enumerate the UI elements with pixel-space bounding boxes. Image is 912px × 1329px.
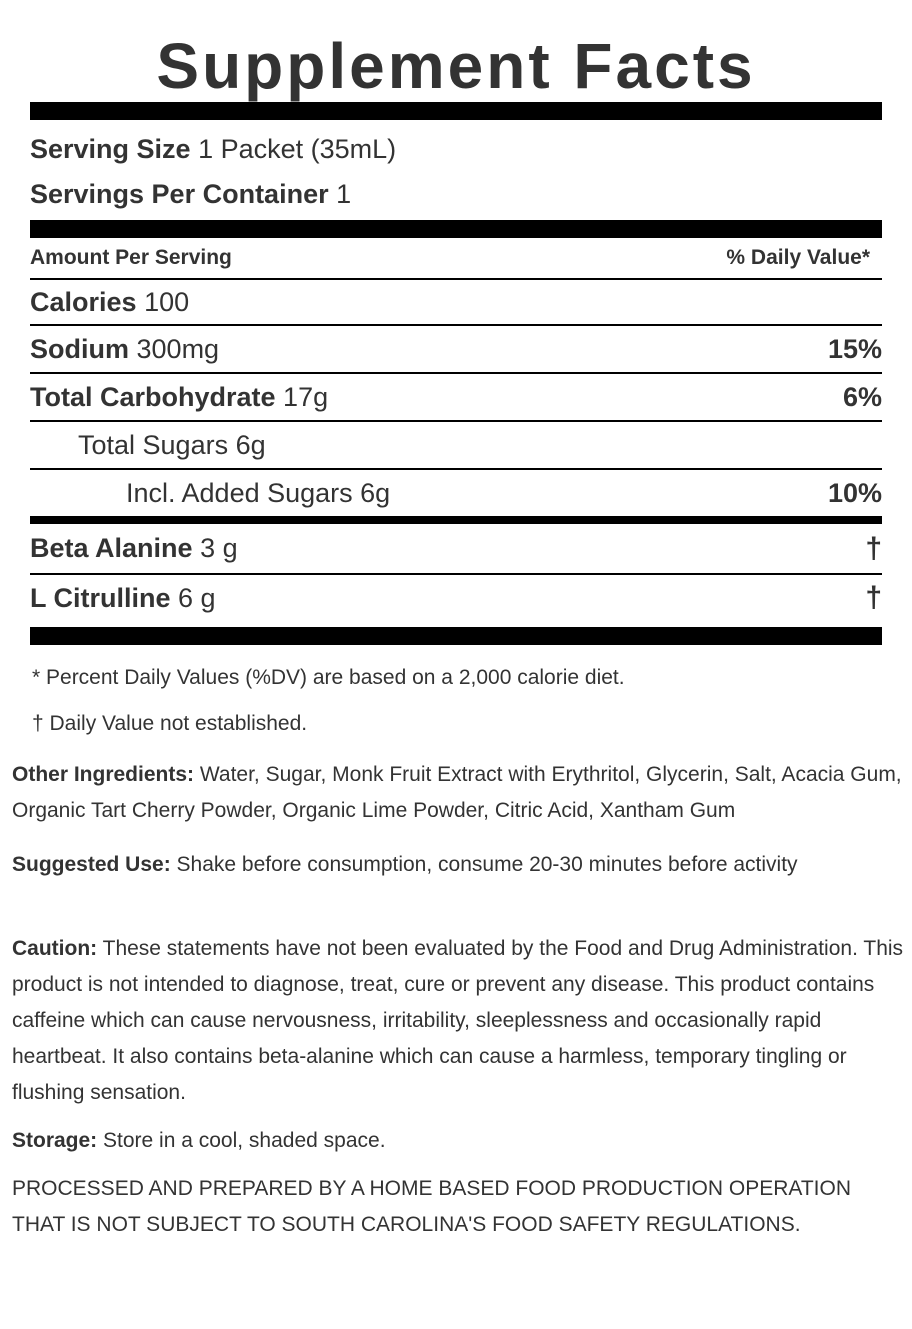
daily-value-footnote: * Percent Daily Values (%DV) are based on a 2,000 calorie diet.: [32, 666, 625, 689]
product-notes: [12, 757, 907, 1243]
nutrient-l-citrulline: [30, 583, 216, 614]
nutrient-calories: [30, 287, 189, 318]
thick-divider: [30, 627, 882, 645]
other-ingredients-text: Water, Sugar, Monk Fruit Extract with Erythritol, Glycerin, Salt, Acacia Gum, Organic Tart Cherry Powder, Organic Lime Powder, Citric Acid, Xantham Gum: [12, 763, 902, 822]
caution-label: Caution:: [12, 937, 98, 960]
nutrient-row-sodium: [30, 326, 882, 374]
thick-divider: [30, 102, 882, 120]
nutrient-carbohydrate: [30, 382, 328, 413]
servings-per-container-label: Servings Per Container: [30, 179, 329, 209]
nutrient-total-sugars: Total Sugars 6g: [78, 429, 266, 460]
nutrient-label: Total Carbohydrate: [30, 381, 276, 412]
suggested-use-text: Shake before consumption, consume 20-30 minutes before activity: [170, 853, 798, 876]
daily-value-percent: 6%: [842, 381, 882, 412]
daily-value-header: % Daily Value*: [726, 246, 870, 269]
suggested-use: [12, 847, 907, 883]
nutrient-label: L Citrulline: [30, 582, 171, 613]
caution-statement: [12, 931, 907, 1111]
nutrient-row-carbohydrate: [30, 374, 882, 422]
nutrient-label: Sodium: [30, 333, 129, 364]
daily-value-percent: 15%: [827, 333, 882, 364]
serving-info: [30, 120, 882, 220]
nutrient-sodium: [30, 334, 219, 365]
amount-header-row: [30, 238, 882, 280]
nutrient-amount: 3 g: [200, 533, 238, 563]
storage-text: Store in a cool, shaded space.: [97, 1129, 386, 1152]
panel-title: Supplement Facts: [156, 30, 756, 102]
nutrient-row-added-sugars: [30, 470, 882, 516]
daily-value-percent: 10%: [827, 477, 882, 508]
processing-disclaimer: PROCESSED AND PREPARED BY A HOME BASED FOOD PRODUCTION OPERATION THAT IS NOT SUBJECT TO SOUTH CAROLINA'S FOOD SAFETY REGULATIONS.: [12, 1177, 851, 1236]
nutrient-amount: 6 g: [178, 582, 216, 613]
storage-instructions: [12, 1123, 907, 1159]
dagger-footnote: † Daily Value not established.: [32, 712, 308, 735]
nutrient-row-l-citrulline: [30, 575, 882, 621]
serving-size-line: [30, 130, 882, 175]
nutrient-label: Beta Alanine: [30, 533, 193, 563]
amount-per-serving-label: Amount Per Serving: [30, 246, 232, 269]
other-ingredients-label: Other Ingredients:: [12, 763, 195, 786]
nutrient-beta-alanine: [30, 533, 238, 564]
medium-divider: [30, 516, 882, 524]
serving-size-value: 1 Packet (35mL): [198, 134, 397, 164]
dagger-symbol: †: [865, 531, 882, 565]
servings-per-container-line: [30, 175, 882, 220]
nutrient-amount: 300mg: [136, 333, 220, 364]
nutrient-row-calories: [30, 280, 882, 326]
supplement-facts-panel: [30, 0, 882, 747]
nutrient-amount: 17g: [283, 381, 329, 412]
dagger-symbol: †: [865, 581, 882, 614]
servings-per-container-value: 1: [336, 179, 352, 209]
thick-divider: [30, 220, 882, 238]
nutrient-added-sugars: Incl. Added Sugars 6g: [126, 477, 391, 508]
suggested-use-label: Suggested Use:: [12, 853, 171, 876]
nutrient-amount: 100: [144, 286, 190, 317]
serving-size-label: Serving Size: [30, 134, 191, 164]
other-ingredients: [12, 757, 907, 829]
storage-label: Storage:: [12, 1129, 98, 1152]
nutrient-row-total-sugars: [30, 422, 882, 470]
caution-text: These statements have not been evaluated by the Food and Drug Administration. This product is not intended to diagnose, treat, cure or prevent any disease. This product contains caffeine which can cause nervousness, irritability, sleeplessness and occasionally rapid heartbeat. It also contains beta-alanine which can cause a harmless, temporary tingling or flushing sensation.: [12, 937, 904, 1104]
nutrient-label: Calories: [30, 286, 137, 317]
nutrient-row-beta-alanine: [30, 524, 882, 575]
